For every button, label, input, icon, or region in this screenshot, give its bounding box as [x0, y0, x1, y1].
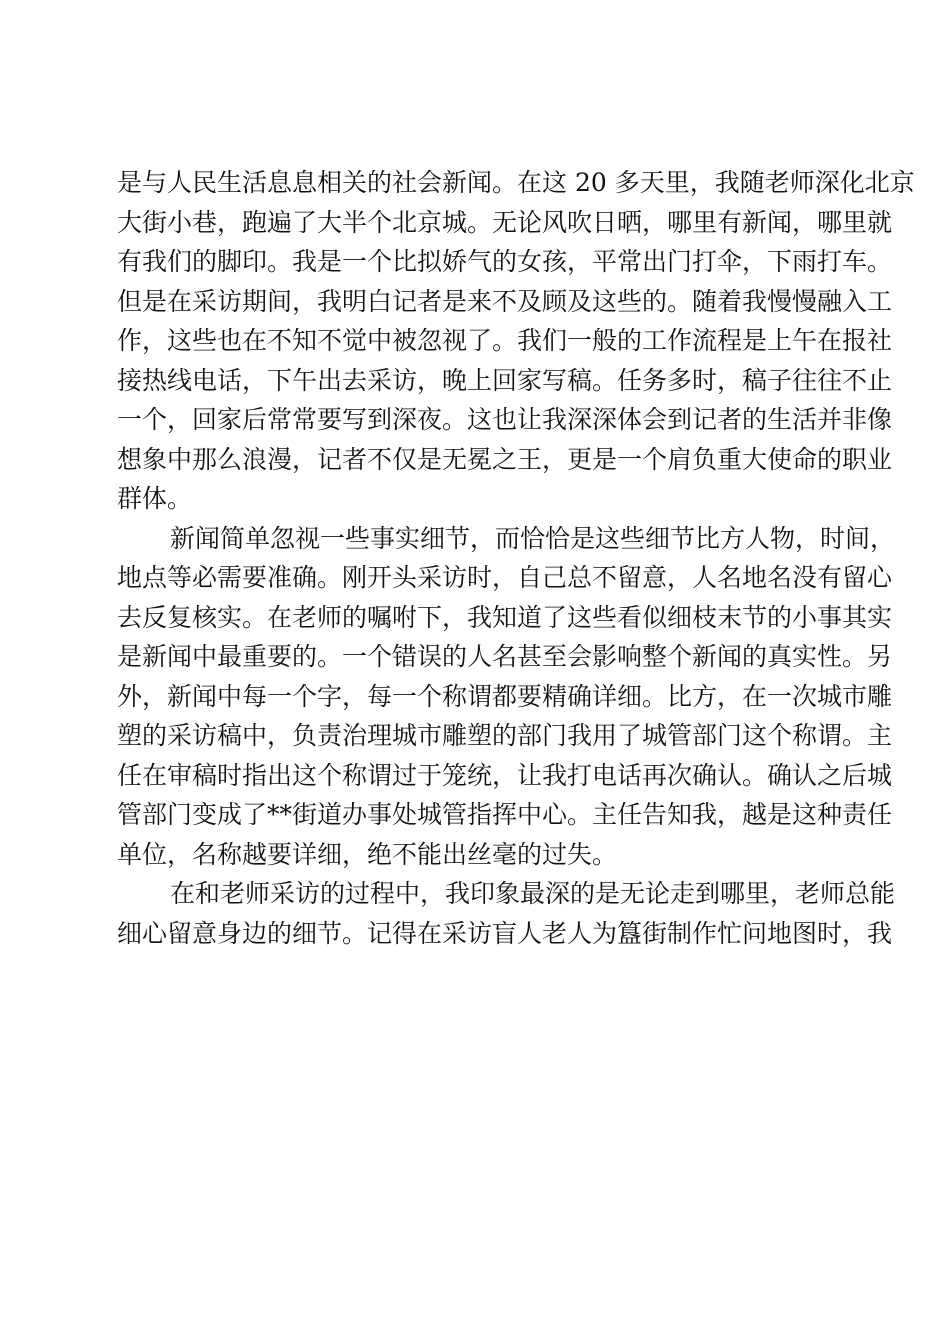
text-line: 在和老师采访的过程中，我印象最深的是无论走到哪里，老师总能: [170, 879, 896, 908]
document-body: [117, 163, 915, 953]
text-line: 塑的采访稿中，负责治理城市雕塑的部门我用了城管部门这个称谓。主: [117, 721, 893, 750]
text-line: 一个，回家后常常要写到深夜。这也让我深深体会到记者的生活并非像: [117, 405, 893, 434]
text-line: 细心留意身边的细节。记得在采访盲人老人为簋街制作忙问地图时，我: [117, 918, 893, 948]
text-line: 是与人民生活息息相关的社会新闻。在这 20 多天里，我随老师深化北京: [117, 168, 915, 197]
text-line: 任在审稿时指出这个称谓过于笼统，让我打电话再次确认。确认之后城: [117, 760, 893, 790]
text-line: 管部门变成了**街道办事处城管指挥中心。主任告知我，越是这种责任: [117, 800, 893, 829]
text-line: 单位，名称越要详细，绝不能出丝毫的过失。: [117, 839, 618, 869]
text-line: 接热线电话，下午出去采访，晚上回家写稿。任务多时，稿子往往不止: [117, 365, 893, 395]
text-line: 地点等必需要准确。刚开头采访时，自己总不留意，人名地名没有留心: [117, 563, 893, 592]
text-line: 大街小巷，跑遍了大半个北京城。无论风吹日晒，哪里有新闻，哪里就: [117, 207, 893, 237]
text-line: 有我们的脚印。我是一个比拟娇气的女孩，平常出门打伞，下雨打车。: [117, 247, 893, 276]
text-line: 群体。: [117, 484, 193, 513]
text-line: 但是在采访期间，我明白记者是来不及顾及这些的。随着我慢慢融入工: [117, 286, 893, 316]
text-line: 是新闻中最重要的。一个错误的人名甚至会影响整个新闻的真实性。另: [117, 642, 893, 671]
text-line: 作，这些也在不知不觉中被忽视了。我们一般的工作流程是上午在报社: [117, 326, 893, 355]
text-line: 想象中那么浪漫，记者不仅是无冕之王，更是一个肩负重大使命的职业: [117, 444, 893, 474]
text-line: 去反复核实。在老师的嘱咐下，我知道了这些看似细枝末节的小事其实: [117, 602, 893, 632]
text-line: 外，新闻中每一个字，每一个称谓都要精确详细。比方，在一次城市雕: [117, 681, 893, 711]
text-line: 新闻简单忽视一些事实细节，而恰恰是这些细节比方人物，时间，: [170, 523, 896, 553]
